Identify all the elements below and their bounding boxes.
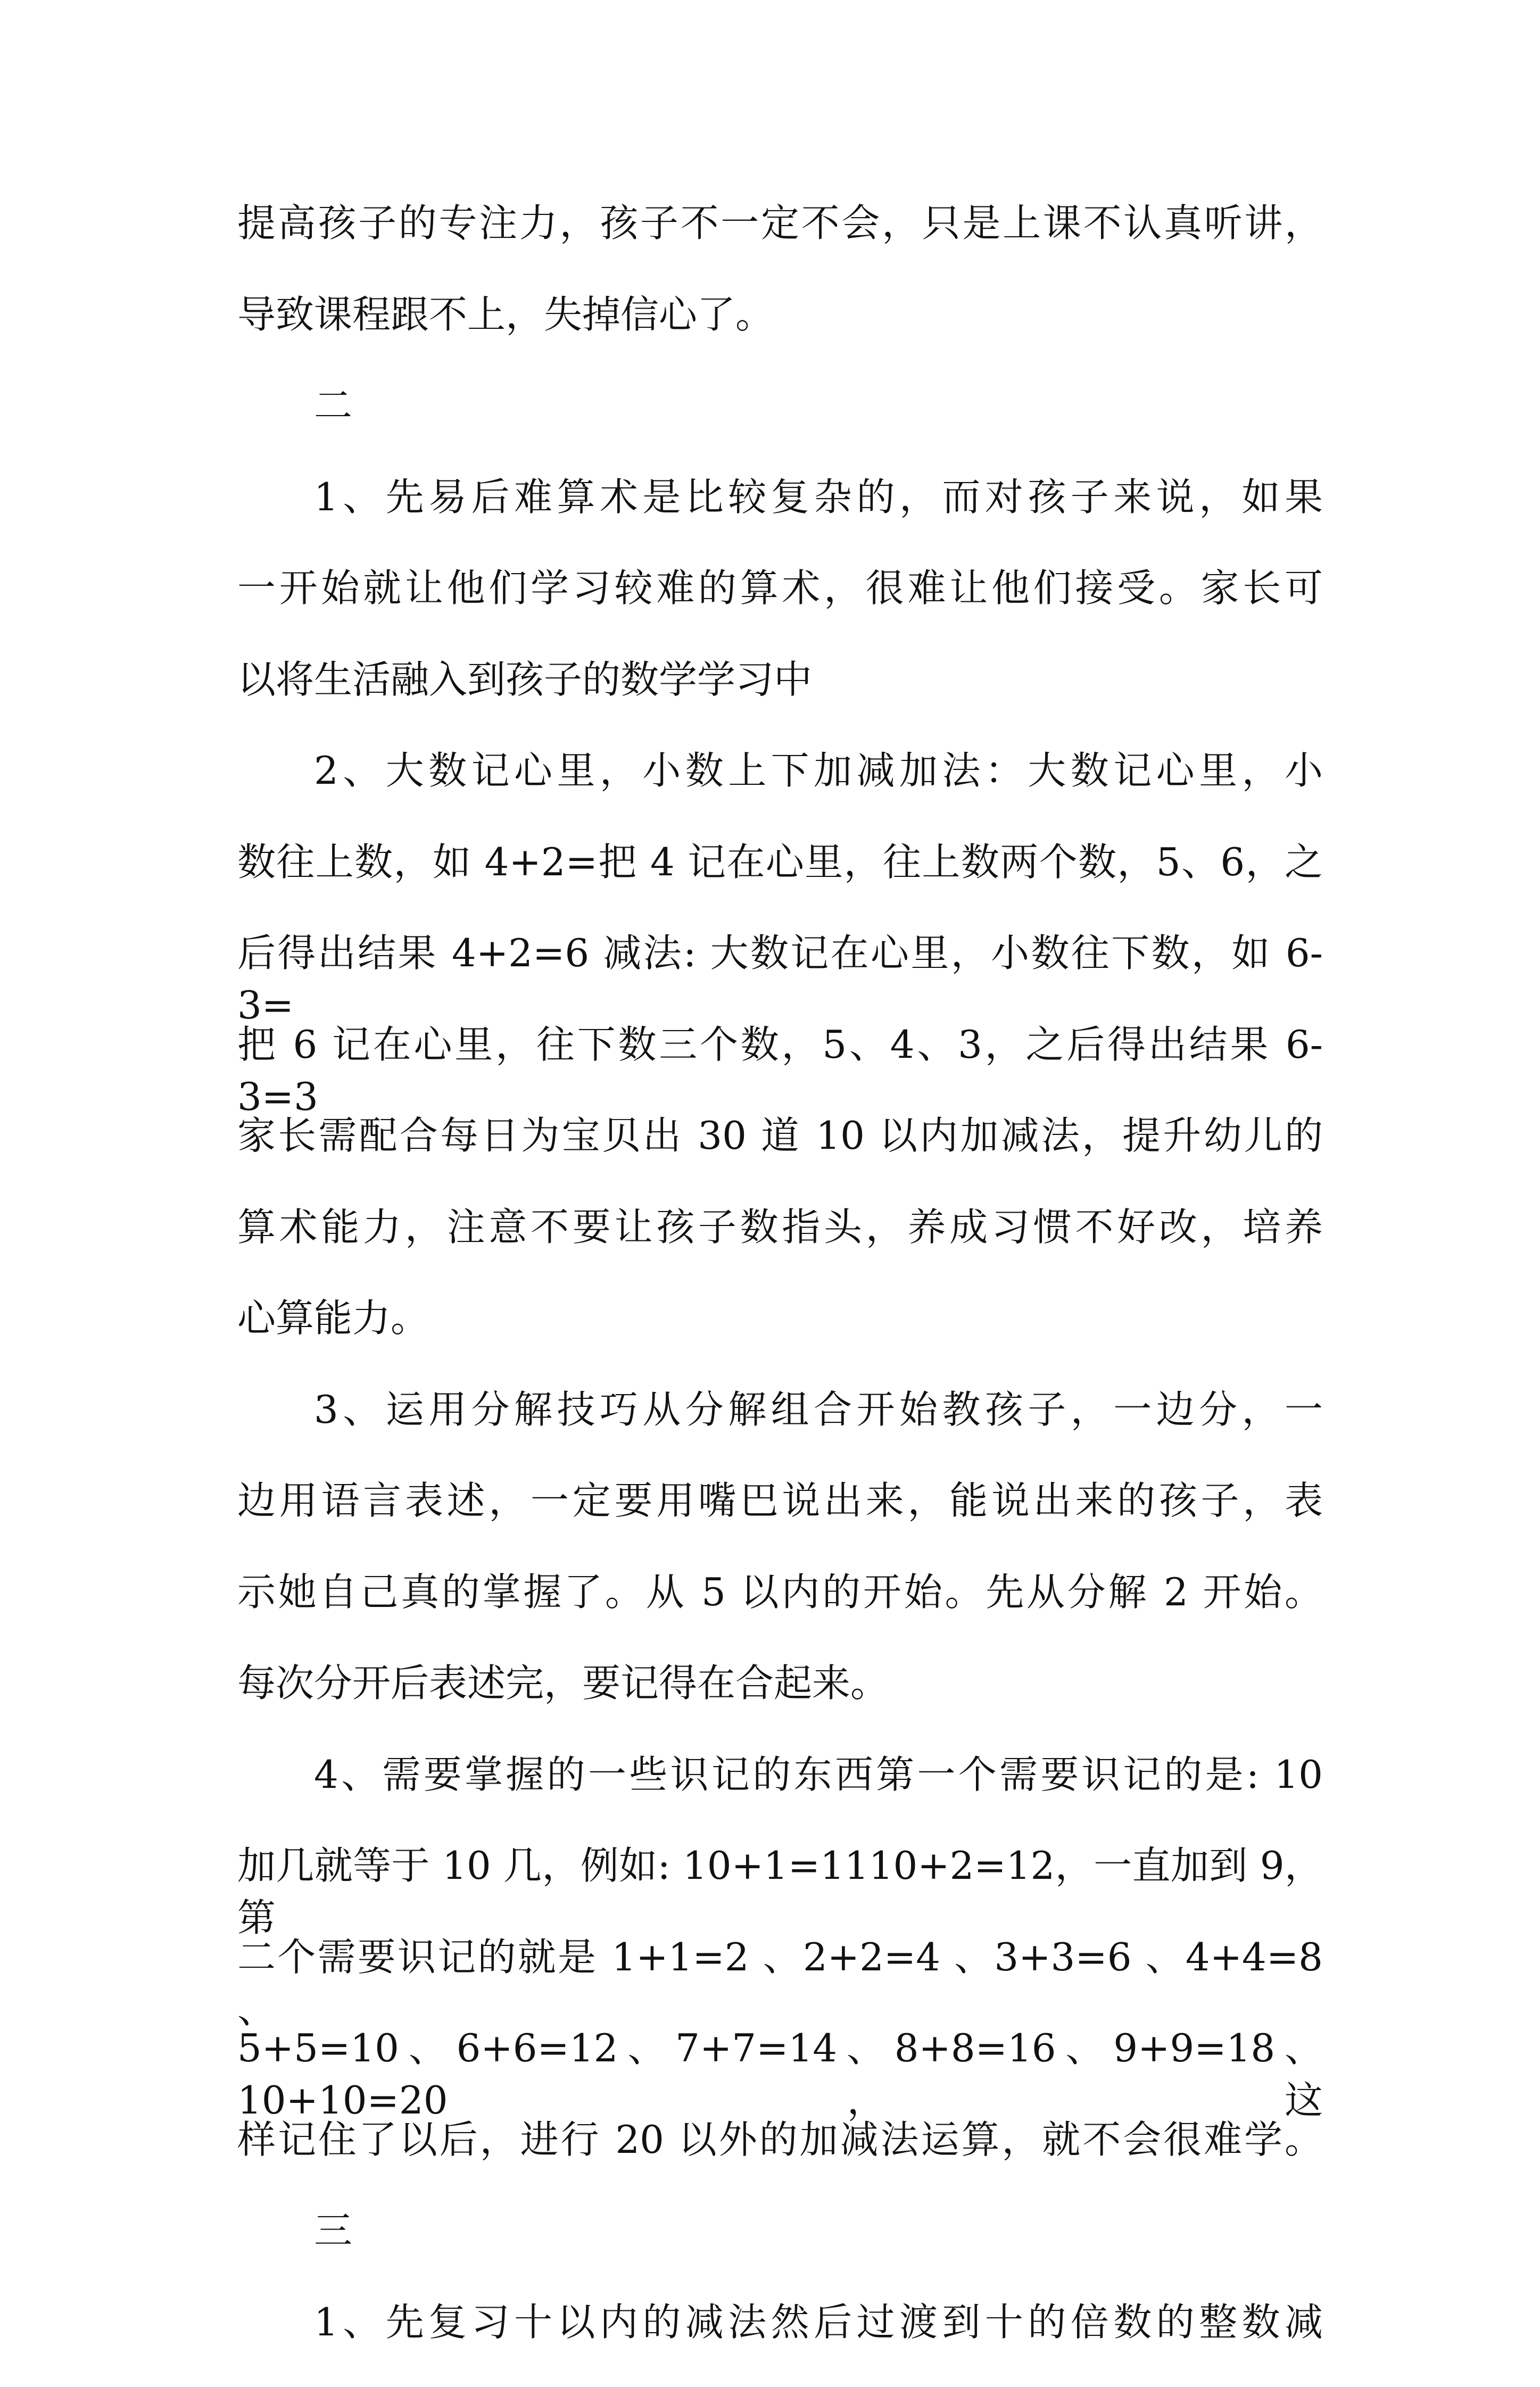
- item-1-line-2: 一开始就让他们学习较难的算术，很难让他们接受。家长可: [237, 566, 1323, 610]
- item-2-line-7: 心算能力。: [237, 1296, 429, 1340]
- body-line-2: 导致课程跟不上，失掉信心了。: [237, 292, 774, 337]
- item-4-line-4: 5+5=10、6+6=12、7+7=14、8+8=16、9+9=18、10+10=20，这: [237, 2026, 1323, 2123]
- section-three-item-1-line-1: 1、先复习十以内的减法然后过渡到十的倍数的整数减: [314, 2299, 1323, 2344]
- item-3-line-3: 示她自己真的掌握了。从 5 以内的开始。先从分解 2 开始。: [237, 1569, 1323, 1614]
- item-2-line-2: 数往上数，如 4+2=把 4 记在心里，往上数两个数，5、6，之: [237, 839, 1323, 884]
- section-heading-three: 三: [314, 2208, 353, 2253]
- item-1-line-1: 1、先易后难算术是比较复杂的，而对孩子来说，如果: [314, 474, 1323, 519]
- item-4-line-5: 样记住了以后，进行 20 以外的加减法运算，就不会很难学。: [237, 2117, 1323, 2162]
- section-heading-two: 二: [314, 383, 353, 428]
- item-2-line-1: 2、大数记心里，小数上下加减加法：大数记心里，小: [314, 748, 1323, 793]
- item-4-line-3: 二个需要识记的就是 1+1=2 、2+2=4 、3+3=6 、4+4=8 、: [237, 1934, 1323, 2032]
- item-4-line-1: 4、需要掌握的一些识记的东西第一个需要识记的是: 10: [314, 1752, 1323, 1797]
- item-4-line-2: 加几就等于 10 几，例如: 10+1=1110+2=12，一直加到 9，第: [237, 1843, 1323, 1940]
- item-3-line-1: 3、运用分解技巧从分解组合开始教孩子，一边分，一: [314, 1387, 1323, 1432]
- item-2-line-4: 把 6 记在心里，往下数三个数，5、4、3，之后得出结果 6-3=3: [237, 1022, 1323, 1119]
- item-2-line-3: 后得出结果 4+2=6 减法: 大数记在心里，小数往下数，如 6-3=: [237, 931, 1323, 1027]
- item-2-line-6: 算术能力，注意不要让孩子数指头，养成习惯不好改，培养: [237, 1204, 1323, 1249]
- item-3-line-2: 边用语言表述，一定要用嘴巴说出来，能说出来的孩子，表: [237, 1478, 1323, 1523]
- item-1-line-3: 以将生活融入到孩子的数学学习中: [237, 657, 813, 702]
- item-2-line-5: 家长需配合每日为宝贝出 30 道 10 以内加减法，提升幼儿的: [237, 1113, 1323, 1158]
- item-3-line-4: 每次分开后表述完，要记得在合起来。: [237, 1661, 889, 1705]
- body-line-1: 提高孩子的专注力，孩子不一定不会，只是上课不认真听讲，: [237, 201, 1323, 245]
- document-body: [237, 197, 1323, 2387]
